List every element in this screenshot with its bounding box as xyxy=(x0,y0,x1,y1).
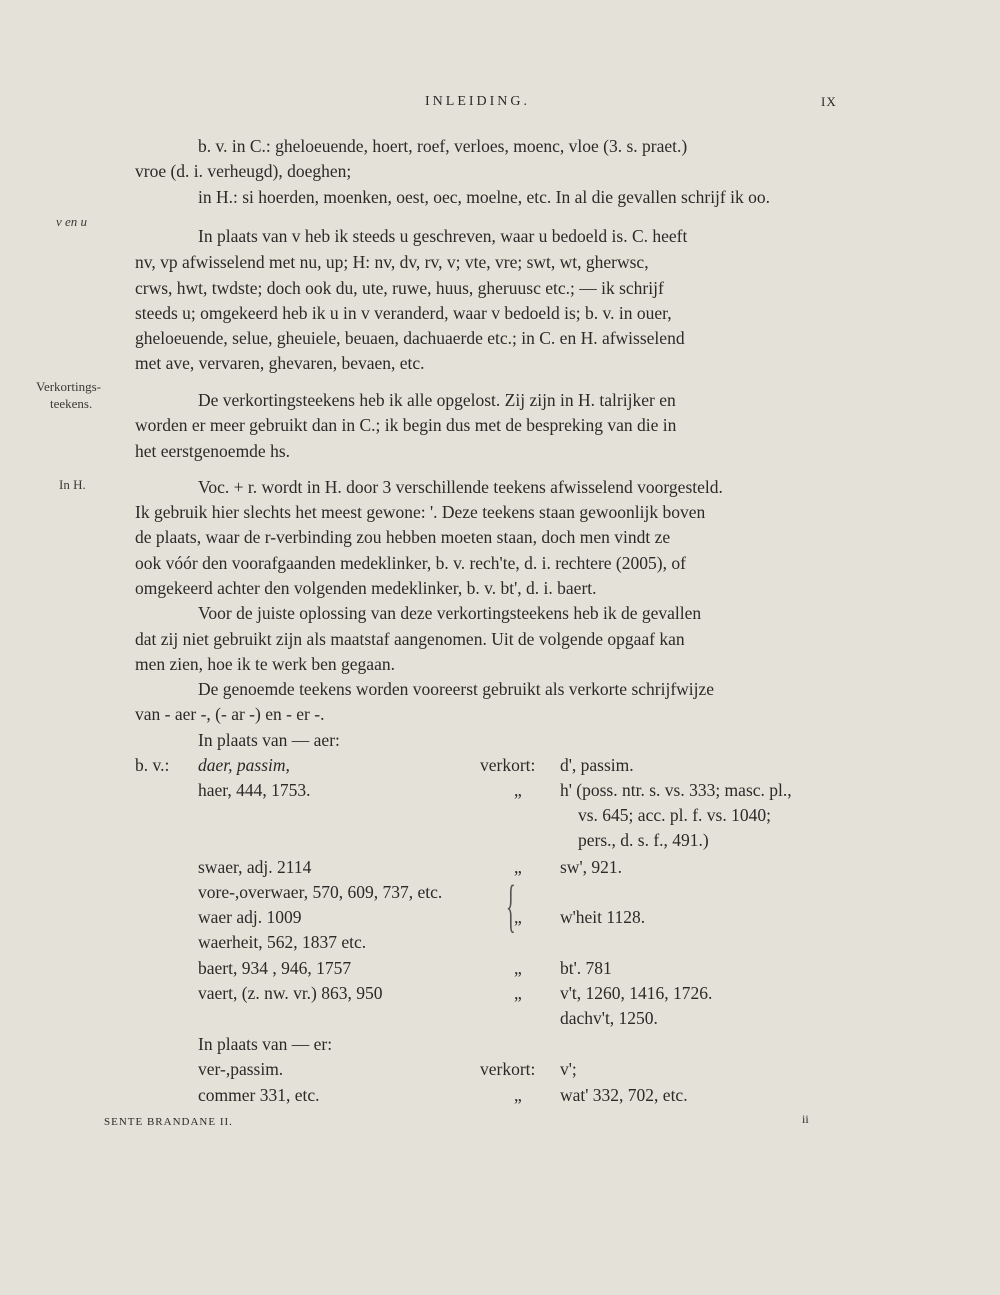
table-word: waer adj. 1009 xyxy=(198,907,302,927)
body-line: van - aer -, (- ar -) en - er -. xyxy=(135,704,325,724)
table-abbr: v't, 1260, 1416, 1726. xyxy=(560,983,713,1003)
table-word: vaert, (z. nw. vr.) 863, 950 xyxy=(198,983,383,1003)
table-abbr: dachv't, 1250. xyxy=(560,1008,658,1028)
table-mark: verkort: xyxy=(480,1059,536,1079)
table-label: b. v.: xyxy=(135,755,170,775)
body-line: de plaats, waar de r-verbinding zou hebben moeten staan, doch men vindt ze xyxy=(135,527,671,547)
table-mark: verkort: xyxy=(480,755,536,775)
table-abbr: pers., d. s. f., 491.) xyxy=(578,830,709,850)
body-line: steeds u; omgekeerd heb ik u in v veranderd, waar v bedoeld is; b. v. in ouer, xyxy=(135,303,672,323)
table-abbr: d', passim. xyxy=(560,755,634,775)
page-number: IX xyxy=(821,94,837,109)
body-line: men zien, hoe ik te werk ben gegaan. xyxy=(135,654,395,674)
table-abbr: wat' 332, 702, etc. xyxy=(560,1085,688,1105)
table-abbr: sw', 921. xyxy=(560,857,622,877)
table-word: baert, 934 , 946, 1757 xyxy=(198,958,352,978)
body-line: b. v. in C.: gheloeuende, hoert, roef, verloes, moenc, vloe (3. s. praet.) xyxy=(198,136,688,156)
body-line: De verkortingsteekens heb ik alle opgelost. Zij zijn in H. talrijker en xyxy=(198,390,676,410)
subheading-aer: In plaats van — aer: xyxy=(198,730,340,750)
margin-note-v-en-u: v en u xyxy=(56,214,88,229)
margin-note-verkortings: Verkortings- xyxy=(36,379,101,394)
subheading-er: In plaats van — er: xyxy=(198,1034,333,1054)
table-word: daer, passim, xyxy=(198,755,290,775)
body-line: Voc. + r. wordt in H. door 3 verschillende teekens afwisselend voorgesteld. xyxy=(198,477,723,497)
table-word: commer 331, etc. xyxy=(198,1085,320,1105)
body-line: gheloeuende, selue, gheuiele, beuaen, dachuaerde etc.; in C. en H. afwisselend xyxy=(135,328,685,348)
table-word: waerheit, 562, 1837 etc. xyxy=(198,932,367,952)
body-line: in H.: si hoerden, moenken, oest, oec, moelne, etc. In al die gevallen schrijf ik oo. xyxy=(198,187,770,207)
table-mark: „ xyxy=(514,907,522,927)
table-word: haer, 444, 1753. xyxy=(198,780,311,800)
body-line: vroe (d. i. verheugd), doeghen; xyxy=(135,161,352,181)
brace-glyph: { xyxy=(506,873,516,938)
body-line: ook vóór den voorafgaanden medeklinker, b. v. rech'te, d. i. rechtere (2005), of xyxy=(135,553,686,573)
table-mark: „ xyxy=(514,1085,522,1105)
body-line: In plaats van v heb ik steeds u geschreven, waar u bedoeld is. C. heeft xyxy=(198,226,688,246)
body-line: het eerstgenoemde hs. xyxy=(135,441,291,461)
table-abbr: w'heit 1128. xyxy=(560,907,646,927)
table-abbr: bt'. 781 xyxy=(560,958,612,978)
body-line: nv, vp afwisselend met nu, up; H: nv, dv, rv, v; vte, vre; swt, wt, gherwsc, xyxy=(135,252,649,272)
signature-mark: SENTE BRANDANE II. xyxy=(104,1116,233,1128)
table-mark: „ xyxy=(514,857,522,877)
table-abbr: h' (poss. ntr. s. vs. 333; masc. pl., xyxy=(560,780,792,800)
body-line: dat zij niet gebruikt zijn als maatstaf aangenomen. Uit de volgende opgaaf kan xyxy=(135,629,685,649)
table-mark: „ xyxy=(514,983,522,1003)
table-mark: „ xyxy=(514,780,522,800)
margin-note-in-h: In H. xyxy=(59,477,86,492)
table-abbr: vs. 645; acc. pl. f. vs. 1040; xyxy=(578,805,771,825)
body-line: crws, hwt, twdste; doch ook du, ute, ruwe, huus, gheruusc etc.; — ik schrijf xyxy=(135,278,664,298)
table-word: swaer, adj. 2114 xyxy=(198,857,312,877)
body-line: Voor de juiste oplossing van deze verkortingsteekens heb ik de gevallen xyxy=(198,603,702,623)
sheet-number: ii xyxy=(802,1112,809,1126)
body-line: Ik gebruik hier slechts het meest gewone: '. Deze teekens staan gewoonlijk boven xyxy=(135,502,706,522)
table-word: ver-,passim. xyxy=(198,1059,284,1079)
table-mark: „ xyxy=(514,958,522,978)
margin-note-teekens: teekens. xyxy=(50,396,93,411)
table-word: vore-,overwaer, 570, 609, 737, etc. xyxy=(198,882,443,902)
body-line: omgekeerd achter den volgenden medeklinker, b. v. bt', d. i. baert. xyxy=(135,578,597,598)
body-line: De genoemde teekens worden vooreerst gebruikt als verkorte schrijfwijze xyxy=(198,679,715,699)
body-line: worden er meer gebruikt dan in C.; ik begin dus met de bespreking van die in xyxy=(135,415,677,435)
body-line: met ave, vervaren, ghevaren, bevaen, etc. xyxy=(135,353,425,373)
running-header: INLEIDING. xyxy=(425,94,531,109)
table-abbr: v'; xyxy=(560,1059,577,1079)
